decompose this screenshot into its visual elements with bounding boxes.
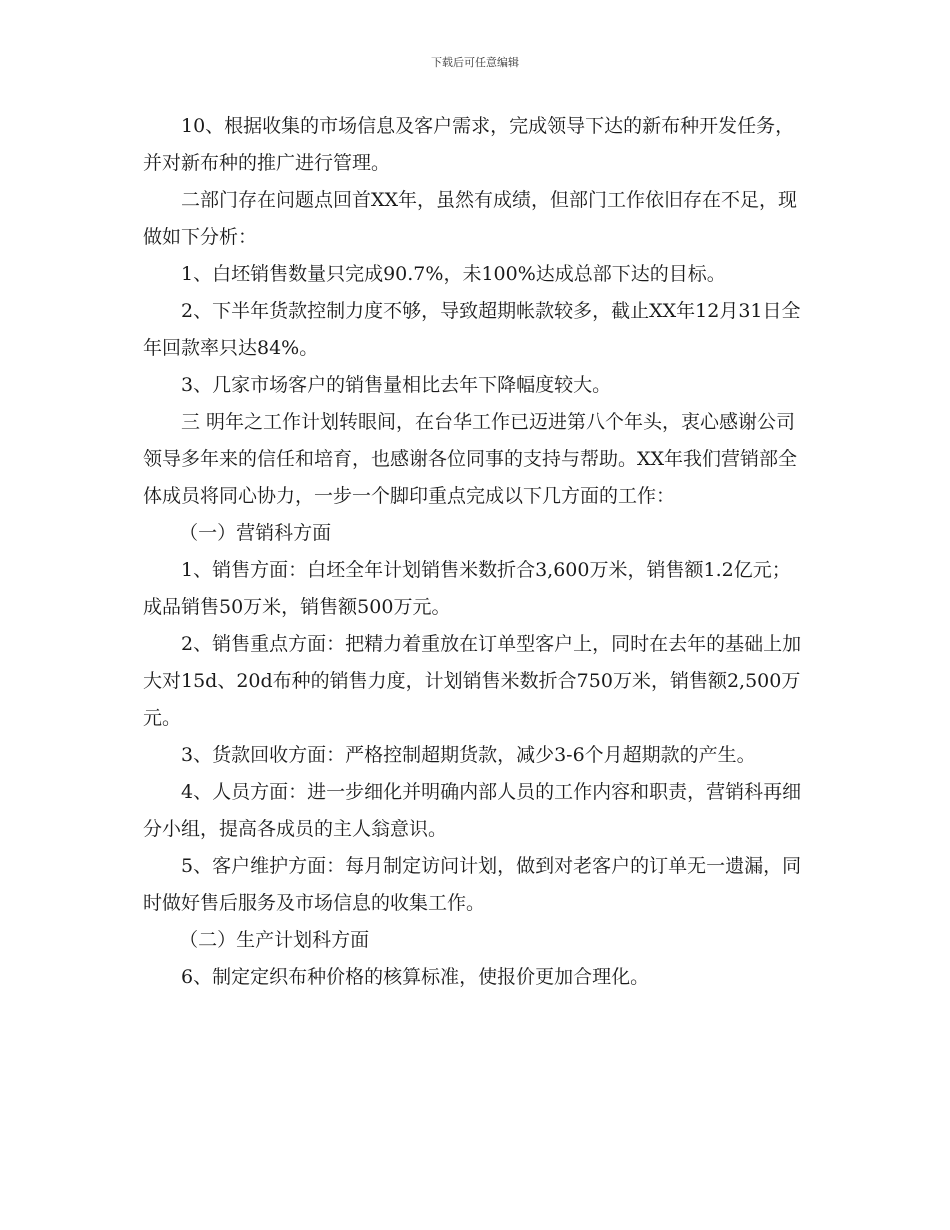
section-heading-marketing: （一）营销科方面 [179, 522, 332, 544]
paragraph-2: 二部门存在问题点回首XX年，虽然有成绩，但部门工作依旧存在不足，现做如下分析： [143, 189, 798, 248]
paragraph-1: 10、根据收集的市场信息及客户需求，完成领导下达的新布种开发任务，并对新布种的推广进行管理。 [143, 115, 795, 174]
paragraph-9: 2、销售重点方面：把精力着重放在订单型客户上，同时在去年的基础上加大对15d、20d布种的销售力度，计划销售米数折合750万米，销售额2,500万元。 [143, 633, 802, 729]
paragraph-14: 6、制定定织布种价格的核算标准，使报价更加合理化。 [181, 966, 650, 988]
paragraph-11: 4、人员方面：进一步细化并明确内部人员的工作内容和职责，营销科再细分小组，提高各成员的主人翁意识。 [143, 781, 802, 840]
paragraph-4: 2、下半年货款控制力度不够，导致超期帐款较多，截止XX年12月31日全年回款率只达84%。 [143, 300, 801, 359]
page-header: 下载后可任意编辑 [431, 56, 519, 69]
document-body [143, 108, 808, 996]
section-heading-production: （二）生产计划科方面 [179, 929, 370, 951]
paragraph-5: 3、几家市场客户的销售量相比去年下降幅度较大。 [181, 374, 612, 396]
paragraph-3: 1、白坯销售数量只完成90.7%，未100%达成总部下达的目标。 [181, 263, 726, 285]
paragraph-8: 1、销售方面：白坯全年计划销售米数折合3,600万米，销售额1.2亿元；成品销售50万米，销售额500万元。 [143, 559, 791, 618]
paragraph-10: 3、货款回收方面：严格控制超期货款，减少3-6个月超期款的产生。 [181, 744, 756, 766]
paragraph-6: 三 明年之工作计划转眼间，在台华工作已迈进第八个年头，衷心感谢公司领导多年来的信任和培育，也感谢各位同事的支持与帮助。XX年我们营销部全体成员将同心协力，一步一个脚印重点完成以下几方面的工作： [143, 411, 798, 507]
paragraph-12: 5、客户维护方面：每月制定访问计划，做到对老客户的订单无一遗漏，同时做好售后服务及市场信息的收集工作。 [143, 855, 802, 914]
